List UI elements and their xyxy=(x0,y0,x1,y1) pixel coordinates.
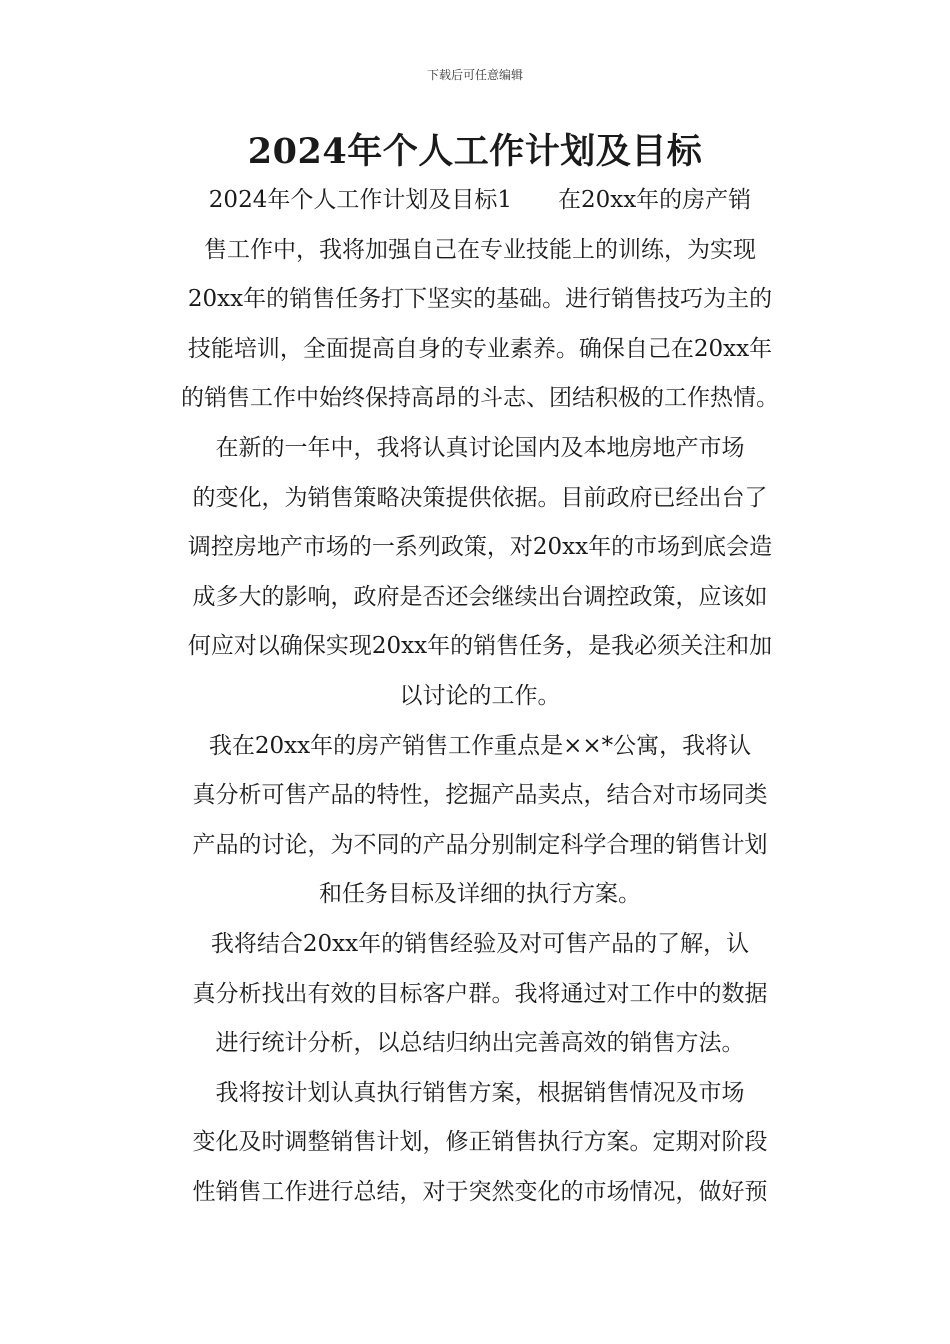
body-line: 2024年个人工作计划及目标1 在20xx年的房产销 xyxy=(208,187,752,213)
body-line: 技能培训，全面提高自身的专业素养。确保自己在20xx年 xyxy=(187,335,773,362)
body-line: 何应对以确保实现20xx年的销售任务，是我必须关注和加 xyxy=(187,633,773,660)
body-line: 产品的讨论，为不同的产品分别制定科学合理的销售计划 xyxy=(192,831,768,858)
body-line: 真分析可售产品的特性，挖掘产品卖点，结合对市场同类 xyxy=(192,782,768,809)
document-title: 2024年个人工作计划及目标 xyxy=(247,131,703,172)
body-line: 进行统计分析，以总结归纳出完善高效的销售方法。 xyxy=(215,1030,745,1057)
document-body xyxy=(150,176,810,1217)
body-line: 调控房地产市场的一系列政策，对20xx年的市场到底会造 xyxy=(187,534,773,561)
body-line: 的销售工作中始终保持高昂的斗志、团结积极的工作热情。 xyxy=(181,385,779,412)
header-note: 下载后可任意编辑 xyxy=(426,68,523,82)
body-line: 性销售工作进行总结，对于突然变化的市场情况，做好预 xyxy=(192,1178,768,1205)
body-line: 的变化，为销售策略决策提供依据。目前政府已经出台了 xyxy=(192,484,768,511)
body-line: 真分析找出有效的目标客户群。我将通过对工作中的数据 xyxy=(192,980,768,1007)
body-line: 售工作中，我将加强自己在专业技能上的训练，为实现 xyxy=(204,236,756,263)
body-line: 20xx年的销售任务打下坚实的基础。进行销售技巧为主的 xyxy=(187,286,773,313)
body-line: 在新的一年中，我将认真讨论国内及本地房地产市场 xyxy=(215,434,745,461)
body-line: 我将按计划认真执行销售方案，根据销售情况及市场 xyxy=(215,1079,745,1106)
body-line: 我将结合20xx年的销售经验及对可售产品的了解，认 xyxy=(210,930,750,957)
body-line: 成多大的影响，政府是否还会继续出台调控政策，应该如 xyxy=(192,583,768,610)
body-line: 我在20xx年的房产销售工作重点是××*公寓，我将认 xyxy=(208,732,752,759)
body-line: 和任务目标及详细的执行方案。 xyxy=(319,881,641,908)
body-line: 以讨论的工作。 xyxy=(399,682,561,709)
body-line: 变化及时调整销售计划，修正销售执行方案。定期对阶段 xyxy=(192,1129,768,1156)
